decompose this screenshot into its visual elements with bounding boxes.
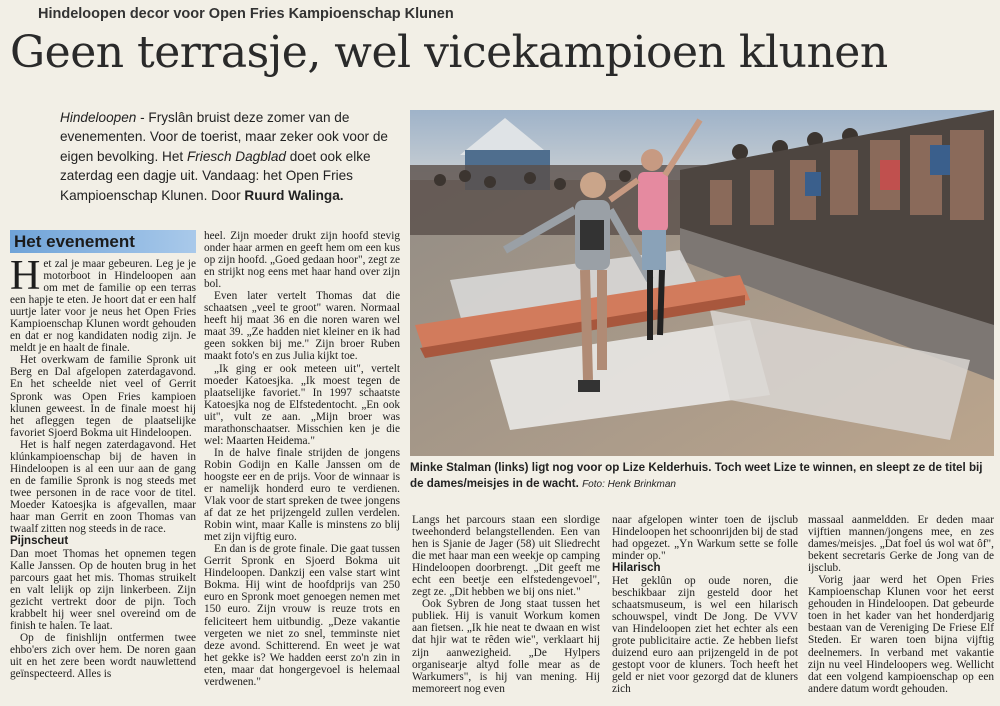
- column-3: [412, 514, 600, 695]
- lead-text-2: doet ook elke zaterdag een dagje uit. Vandaag: het Open Fries Kampioenschap Klunen. Door: [60, 148, 371, 203]
- col5-paragraph-2: Vorig jaar werd het Open Fries Kampioenschap Klunen voor het eerst gehouden in Hindeloopen. Dat gebeurde toen in het kader van het honderdjarig bestaan van de Vereniging De Friese Elf Steden. Er waren toen bijna vijftig deelnemers. In verband met vakantie zijn nu veel Hindeloopers weg. Wellicht dat een volgend kampioenschap op een andere datum wordt gehouden.: [808, 574, 994, 695]
- column-1: [10, 253, 196, 681]
- col2-paragraph-1: heel. Zijn moeder drukt zijn hoofd stevig onder haar armen en geeft hem om een kus op zijn hoofd. „Goed gedaan hoor", zegt ze en strijkt nog eens met haar hand over zijn bol.: [204, 230, 400, 291]
- col4-paragraph-1: naar afgelopen winter toen de ijsclub Hindeloopen het schoonrijden bij de stad had opgezet. „Yn Warkum sette se folle minder op.": [612, 514, 798, 563]
- article-photo: [410, 110, 994, 456]
- lead-place: Hindeloopen: [60, 110, 137, 125]
- photo-illustration: [410, 110, 994, 456]
- col2-paragraph-2: Even later vertelt Thomas dat die schaatsen „veel te groot" waren. Normaal heeft hij maat 36 en die noren waren wel maat 39. „Ze hadden niet kleiner en ik had geen sokken bij me." Zijn broer Ruben maakt foto's en zus Julia kijkt toe.: [204, 290, 400, 363]
- col2-paragraph-5: En dan is de grote finale. Die gaat tussen Gerrit Spronk en Sjoerd Bokma uit Hindeloopen. Dankzij een valse start wint Bokma. Hij wint de hoofdprijs van 250 euro en Spronk moet genoegen nemen met 150 euro. Zijn vrouw is reuze trots en feliciteert hem uitbundig. „Deze vakantie vergeten we niet zo snel, temminste niet deze avond. Schitterend. En weet je wat het gekke is? We hadden eerst zo'n zin in eten, maar dat hongergevoel is helemaal verdwenen.": [204, 543, 400, 688]
- lead-text-1: - Fryslân bruist deze zomer van de evenementen. Voor de toerist, maar zeker ook voor de eigen bevolking. Het: [60, 110, 388, 164]
- col1-paragraph-3: Het is half negen zaterdagavond. Het klúnkampioenschap bij de haven in Hindeloopen is al een uur aan de gang en de familie Spronk is nog steeds met twee personen in de race voor de titel. Moeder Katoesjka is afgevallen, maar haar man Gerrit en zoon Thomas van twaalf zitten nog steeds in de race.: [10, 438, 196, 536]
- col3-paragraph-2: Ook Sybren de Jong staat tussen het publiek. Hij is vanuit Workum komen aan fietsen. „Ik hie neat te dwaan en wist dat hjir wat te rêden wie", verklaart hij zijn aanwezigheid. „De Hylpers organisearje altyd folle mear as de Warkumers", is hij van mening. Hij memoreert nog even: [412, 598, 600, 695]
- lead-paragraph: [60, 108, 400, 205]
- col1-paragraph-4: Dan moet Thomas het opnemen tegen Kalle Janssen. Op de houten brug in het parcours gaat het mis. Thomas struikelt en valt lelijk op zijn linkerbeen. Zijn gezicht vertrekt door de pijn. Toch krabbelt hij weer snel overeind om de finish te halen. Te laat.: [10, 547, 196, 632]
- dropcap: H: [10, 253, 41, 299]
- col1-p1-text: et zal je maar gebeuren. Leg je je motorboot in Hindeloopen aan om met de familie op een terras een hapje te eten. Je hoort dat er een half uurtje later voor je neus het Open Fries Kampioenschap Klunen wordt gehouden en dat er nog kandidaten nodig zijn. Je meldt je en haalt de finale.: [10, 258, 196, 355]
- col2-paragraph-3: „Ik ging er ook meteen uit", vertelt moeder Katoesjka. „Ik moest tegen de plaatselijke favoriet." In 1997 schaatste Katoesjka nog de Elfstedentocht. „En ook uit", vult ze aan. „Mijn broer was marathonschaatser. Misschien ken je die wel: Maarten Heidema.": [204, 362, 400, 447]
- lead-author: Ruurd Walinga.: [244, 187, 344, 203]
- caption-text: Minke Stalman (links) ligt nog voor op Lize Kelderhuis. Toch weet Lize te winnen, en sleept ze de titel bij de dames/meisjes in de wacht.: [410, 461, 983, 490]
- section-label: Het evenement: [10, 230, 196, 253]
- col1-subhead: Pijnscheut: [10, 535, 69, 548]
- kicker: Hindeloopen decor voor Open Fries Kampioenschap Klunen: [38, 6, 454, 22]
- col5-paragraph-1: massaal aanmeldden. Er deden maar vijftien mannen/jongens mee, en zes dames/meisjes. „Dat foel ús wol wat ôf", bekent secretaris Gerke de Jong van de ijsclub.: [808, 514, 994, 575]
- col1-paragraph-5: Op de finishlijn ontfermen twee ehbo'ers zich over hem. De noren gaan uit en het zere been wordt nauwlettend geïnspecteerd. Alles is: [10, 631, 196, 681]
- column-2: [204, 230, 400, 688]
- col2-paragraph-4: In de halve finale strijden de jongens Robin Godijn en Kalle Janssen om de hoogste eer en de prijs. Voor de winnaar is er namelijk honderd euro te verdienen. Vlak voor de start spreken de twee jongens af dat ze het prijzengeld zullen verdelen. Robin wint, maar Kalle is minstens zo blij met zijn vijftig euro.: [204, 446, 400, 544]
- col1-paragraph-2: Het overkwam de familie Spronk uit Berg en Dal afgelopen zaterdagavond. En het scheelde niet veel of Gerrit Spronk was Open Fries kampioen klunen geweest. In de finale moest hij het afleggen tegen de plaatselijke favoriet Sjoerd Bokma uit Hindeloopen.: [10, 354, 196, 439]
- column-4: [612, 514, 798, 695]
- col4-paragraph-2: Het geklûn op oude noren, die beschikbaar zijn gesteld door het schaatsmuseum, is wel een hilarisch schouwspel, vindt De Jong. De VVV van Hindeloopen ziet het echter als een grote publicitaire actie. Ze hebben liefst duizend euro aan prijzengeld in de pot gestopt voor de kluners. Toch heeft het geld er niet voor gezorgd dat de kluners zich: [612, 574, 798, 696]
- lead-paper-name: Friesch Dagblad: [186, 148, 286, 164]
- column-5: [808, 514, 994, 695]
- photo-caption: [410, 460, 994, 492]
- caption-credit: Foto: Henk Brinkman: [582, 478, 676, 490]
- headline: Geen terrasje, wel vicekampioen klunen: [10, 27, 888, 78]
- col1-paragraph-1: [10, 253, 196, 355]
- col4-subhead: Hilarisch: [612, 562, 661, 575]
- col3-paragraph-1: Langs het parcours staan een slordige tweehonderd belangstellenden. Een van hen is Sjanie de Jager (58) uit Sliedrecht die met haar man een weekje op camping Hindeloopen doorbrengt. „Dit geeft me echt een beetje een elfstedengevoel", zegt ze. „Dit hebben we bij ons niet.": [412, 514, 600, 599]
